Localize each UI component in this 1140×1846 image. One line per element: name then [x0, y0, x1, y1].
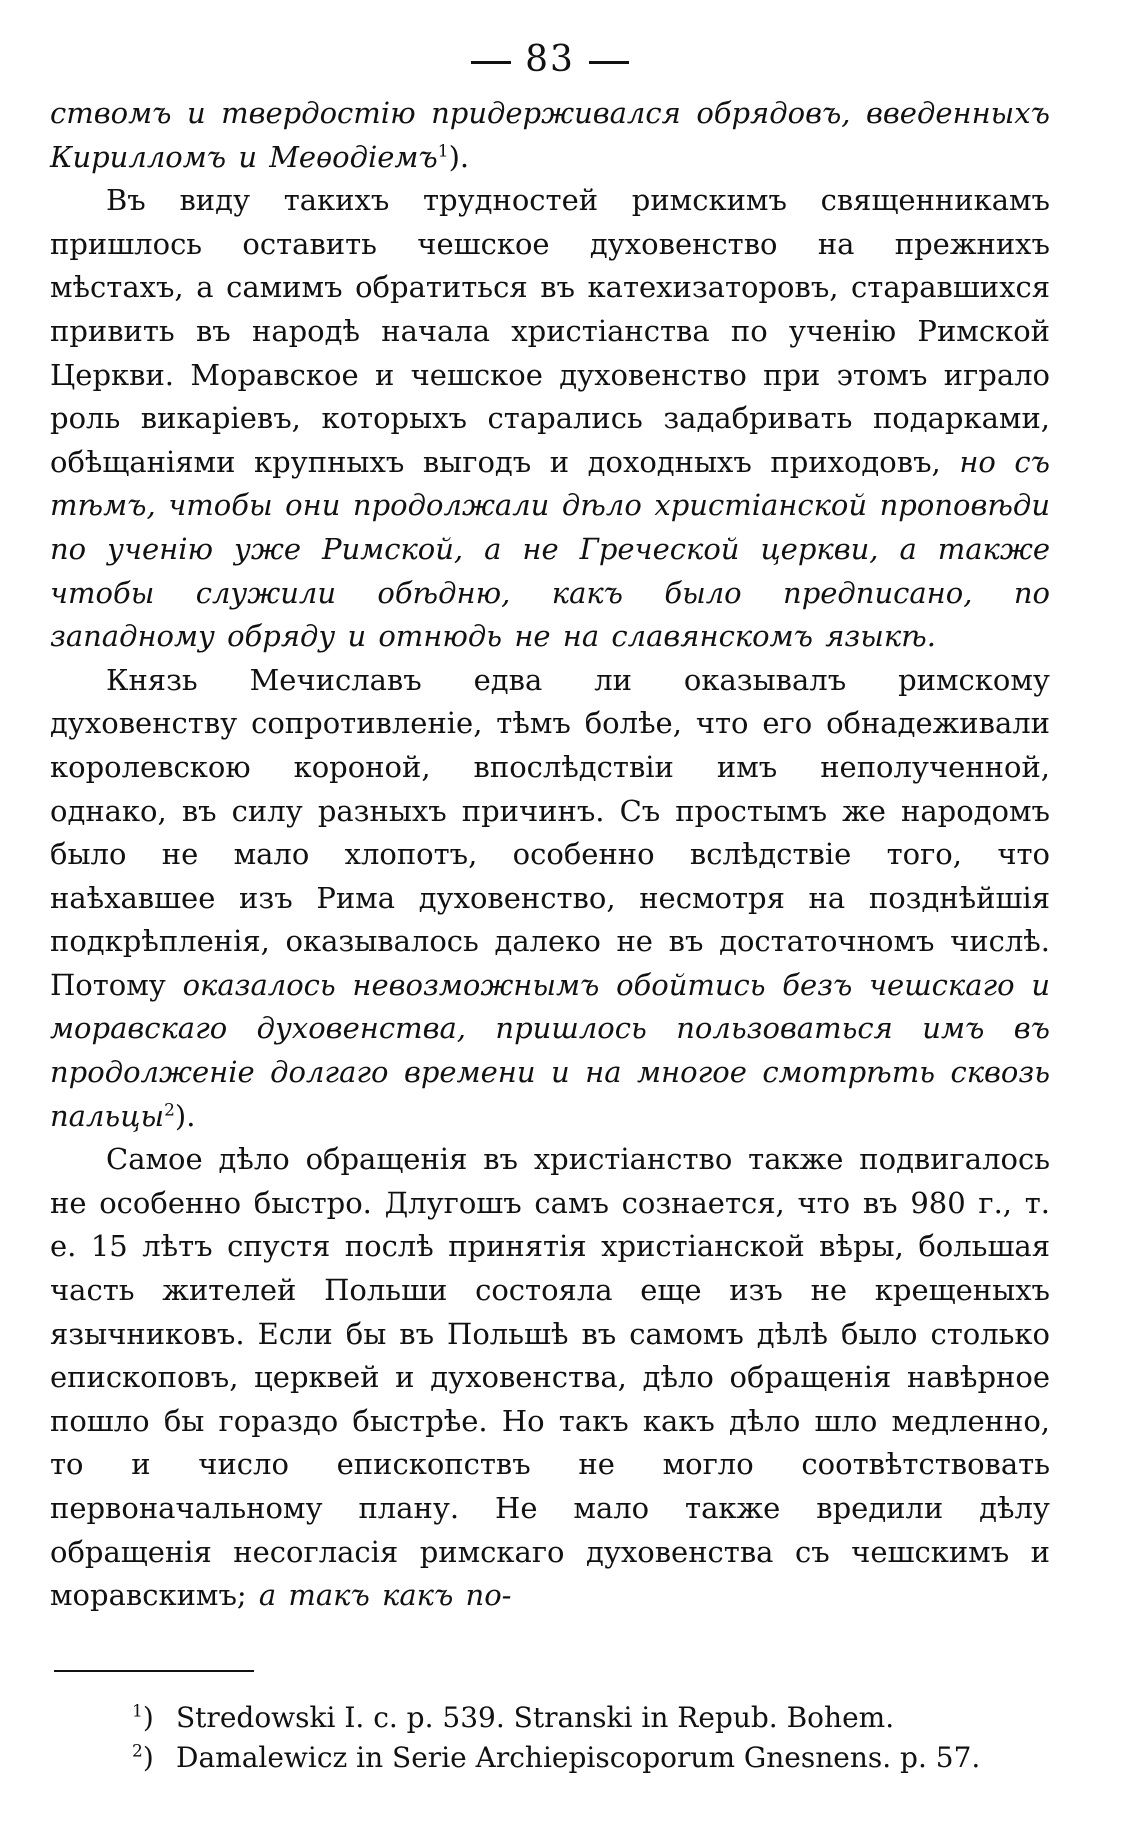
- italic-text: ствомъ и твердостію придерживался обрядовъ, введенныхъ Кирилломъ и Меѳодіемъ: [50, 96, 1050, 174]
- footnote-mark: $^1$): [132, 1700, 154, 1734]
- footnote-separator: [54, 1670, 254, 1672]
- footnote-ref: 1: [437, 140, 449, 161]
- header-dash-right: [589, 61, 629, 64]
- page-header: [50, 28, 1050, 92]
- italic-text: но съ тѣмъ, чтобы они продолжали дѣло христіанской проповѣди по ученію уже Римской, а не Греческой церкви, а также чтобы служили обѣдню, какъ было предписано, по западному обряду и отнюдь не на славянскомъ языкѣ.: [50, 444, 1050, 654]
- footnote-text: Stredowski I. c. p. 539. Stranski in Repub. Bohem.: [176, 1700, 895, 1734]
- paragraph: [50, 659, 1050, 1139]
- text-run: Въ виду такихъ трудностей римскимъ священникамъ пришлось оставить чешское духовенство на прежнихъ мѣстахъ, а самимъ обратиться въ катехизаторовъ, старавшихся привить въ народѣ начала христіанства по ученію Римской Церкви. Моравское и чешское духовенство при этомъ играло роль викаріевъ, которыхъ старались задабривать подарками, обѣщаніями крупныхъ выгодъ и доходныхъ приходовъ,: [50, 183, 1050, 479]
- body-text: [50, 92, 1050, 1618]
- footnote: [50, 1698, 1050, 1738]
- page-number: 83: [525, 39, 575, 80]
- paragraph: [50, 92, 1050, 179]
- italic-text: оказалось невозможнымъ обойтись безъ чешскаго и моравскаго духовенства, пришлось пользоваться имъ въ продолженіе долгаго времени и на многое смотрѣть сквозь пальцы: [50, 967, 1050, 1133]
- italic-text: а такъ какъ по-: [258, 1578, 512, 1613]
- text-run: Самое дѣло обращенія въ христіанство также подвигалось не особенно быстро. Длугошъ самъ сознается, что въ 980 г., т. е. 15 лѣтъ спустя послѣ принятія христіанской вѣры, большая часть жителей Польши состояла еще изъ не крещеныхъ язычниковъ. Если бы въ Польшѣ въ самомъ дѣлѣ было столько епископовъ, церквей и духовенства, дѣло обращенія навѣрное пошло бы гораздо быстрѣе. Но такъ какъ дѣло шло медленно, то и число епископствъ не могло соотвѣтствовать первоначальному плану. Не мало также вредили дѣлу обращенія несогласія римскаго духовенства съ чешскимъ и моравскимъ;: [50, 1142, 1050, 1613]
- paragraph: [50, 1138, 1050, 1618]
- text-run: ).: [448, 139, 470, 174]
- header-dash-left: [471, 61, 511, 64]
- text-run: ).: [174, 1098, 196, 1133]
- footnotes: [50, 1698, 1050, 1778]
- footnote-text: Damalewicz in Serie Archiepiscoporum Gnesnens. p. 57.: [176, 1740, 981, 1774]
- text-run: Князь Мечиславъ едва ли оказывалъ римскому духовенству сопротивленіе, тѣмъ болѣе, что его обнадеживали королевскою короной, впослѣдствіи имъ неполученной, однако, въ силу разныхъ причинъ. Съ простымъ же народомъ было не мало хлопотъ, особенно вслѣдствіе того, что наѣхавшее изъ Рима духовенство, несмотря на позднѣйшія подкрѣпленія, оказывалось далеко не въ достаточномъ числѣ. Потому: [50, 662, 1050, 1002]
- footnote-mark: $^2$): [132, 1740, 154, 1774]
- footnote-ref: 2: [164, 1100, 175, 1120]
- document-page: [50, 28, 1050, 1778]
- paragraph: [50, 179, 1050, 659]
- footnote: [50, 1738, 1050, 1778]
